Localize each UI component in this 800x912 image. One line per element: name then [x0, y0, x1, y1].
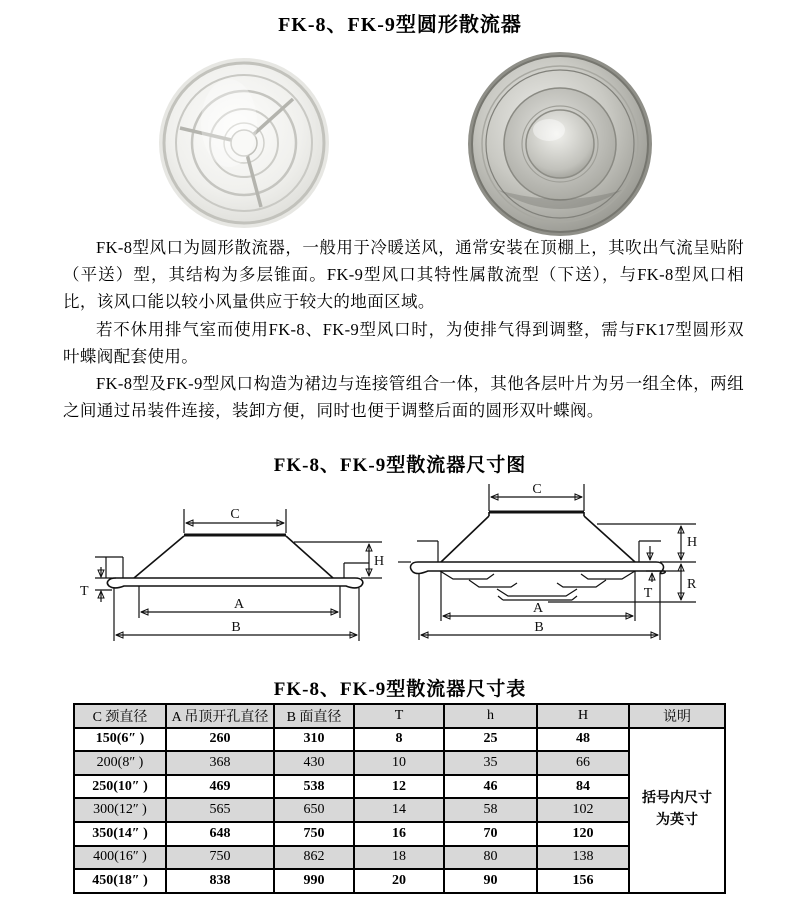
header-t: T [354, 704, 444, 728]
cell-hh: 156 [537, 869, 629, 893]
diffuser-dome [526, 110, 594, 178]
cell-h: 58 [444, 798, 537, 822]
cell-a: 648 [166, 822, 274, 846]
table-row [74, 798, 725, 822]
cell-hh: 102 [537, 798, 629, 822]
table-row [74, 751, 725, 775]
cell-h: 25 [444, 728, 537, 752]
table-note: 括号内尺寸为英寸 [629, 728, 725, 893]
cell-b: 310 [274, 728, 354, 752]
cell-h: 46 [444, 775, 537, 799]
cell-h: 35 [444, 751, 537, 775]
cell-h: 80 [444, 846, 537, 870]
dim-label-b: B [534, 620, 544, 635]
dim-label-r: R [687, 577, 697, 592]
dim-label-a: A [532, 601, 544, 616]
cell-h: 70 [444, 822, 537, 846]
dim-label-t: T [80, 584, 89, 599]
dim-label-b: B [231, 620, 241, 635]
cell-c: 300(12″ ) [74, 798, 166, 822]
cell-h: 90 [444, 869, 537, 893]
cell-t: 14 [354, 798, 444, 822]
cell-a: 838 [166, 869, 274, 893]
photo-highlight [201, 79, 257, 167]
cell-a: 565 [166, 798, 274, 822]
cell-b: 862 [274, 846, 354, 870]
table-section-title: FK-8、FK-9型散流器尺寸表 [273, 679, 527, 700]
table-row [74, 822, 725, 846]
cell-a: 260 [166, 728, 274, 752]
header-b: B 面直径 [274, 704, 354, 728]
header-h: h [444, 704, 537, 728]
cell-t: 8 [354, 728, 444, 752]
cell-t: 12 [354, 775, 444, 799]
cell-a: 469 [166, 775, 274, 799]
cell-hh: 48 [537, 728, 629, 752]
paragraph-3: FK-8型及FK-9型风口构造为裙边与连接管组合一体，其他各层叶片为另一组全体，两组之间通过吊装件连接，装卸方便，同时也便于调整后面的圆形双叶蝶阀。 [63, 374, 744, 421]
table-row [74, 846, 725, 870]
description-text [63, 234, 744, 424]
cell-b: 430 [274, 751, 354, 775]
cell-b: 990 [274, 869, 354, 893]
cell-hh: 66 [537, 751, 629, 775]
dim-label-c: C [230, 507, 240, 522]
cell-hh: 84 [537, 775, 629, 799]
table-row [74, 728, 725, 752]
table-row [74, 775, 725, 799]
paragraph-2: 若不休用排气室而使用FK-8、FK-9型风口时，为使排气得到调整，需与FK17型圆形双叶蝶阀配套使用。 [63, 319, 744, 366]
cell-b: 538 [274, 775, 354, 799]
dim-label-a: A [233, 597, 245, 612]
cell-t: 16 [354, 822, 444, 846]
fk9-dimension-diagram [398, 478, 740, 668]
paragraph-1: FK-8型风口为圆形散流器，一般用于冷暖送风，通常安装在顶棚上，其吹出气流呈贴附（平送）型，其结构为多层锥面。FK-9型风口其特性属散流型（下送），与FK-8型风口相比，该风口能以较小风量供应于较大的地面区域。 [63, 238, 744, 312]
cell-a: 750 [166, 846, 274, 870]
cell-c: 250(10″ ) [74, 775, 166, 799]
cell-b: 750 [274, 822, 354, 846]
dim-label-t: T [643, 586, 653, 601]
fk8-dimension-diagram [72, 478, 404, 668]
table-row [74, 869, 725, 893]
cell-c: 450(18″ ) [74, 869, 166, 893]
dimension-table [73, 703, 726, 894]
cell-c: 150(6″ ) [74, 728, 166, 752]
dim-label-h: H [374, 554, 385, 569]
cell-hh: 138 [537, 846, 629, 870]
cell-t: 20 [354, 869, 444, 893]
cell-c: 200(8″ ) [74, 751, 166, 775]
dim-label-h: H [687, 535, 698, 550]
fk9-product-photo [463, 50, 657, 238]
cell-b: 650 [274, 798, 354, 822]
photo-highlight [533, 119, 565, 141]
cell-t: 10 [354, 751, 444, 775]
page-title: FK-8、FK-9型圆形散流器 [278, 14, 522, 36]
cell-hh: 120 [537, 822, 629, 846]
header-a: A 吊顶开孔直径 [166, 704, 274, 728]
cell-c: 350(14″ ) [74, 822, 166, 846]
header-hh: H [537, 704, 629, 728]
cell-t: 18 [354, 846, 444, 870]
header-c: C 颈直径 [74, 704, 166, 728]
dim-label-c: C [532, 482, 542, 497]
cell-a: 368 [166, 751, 274, 775]
header-note: 说明 [629, 704, 725, 728]
diagram-section-title: FK-8、FK-9型散流器尺寸图 [273, 455, 527, 476]
table-header-row [74, 704, 725, 728]
cell-c: 400(16″ ) [74, 846, 166, 870]
fk8-product-photo [157, 57, 331, 229]
